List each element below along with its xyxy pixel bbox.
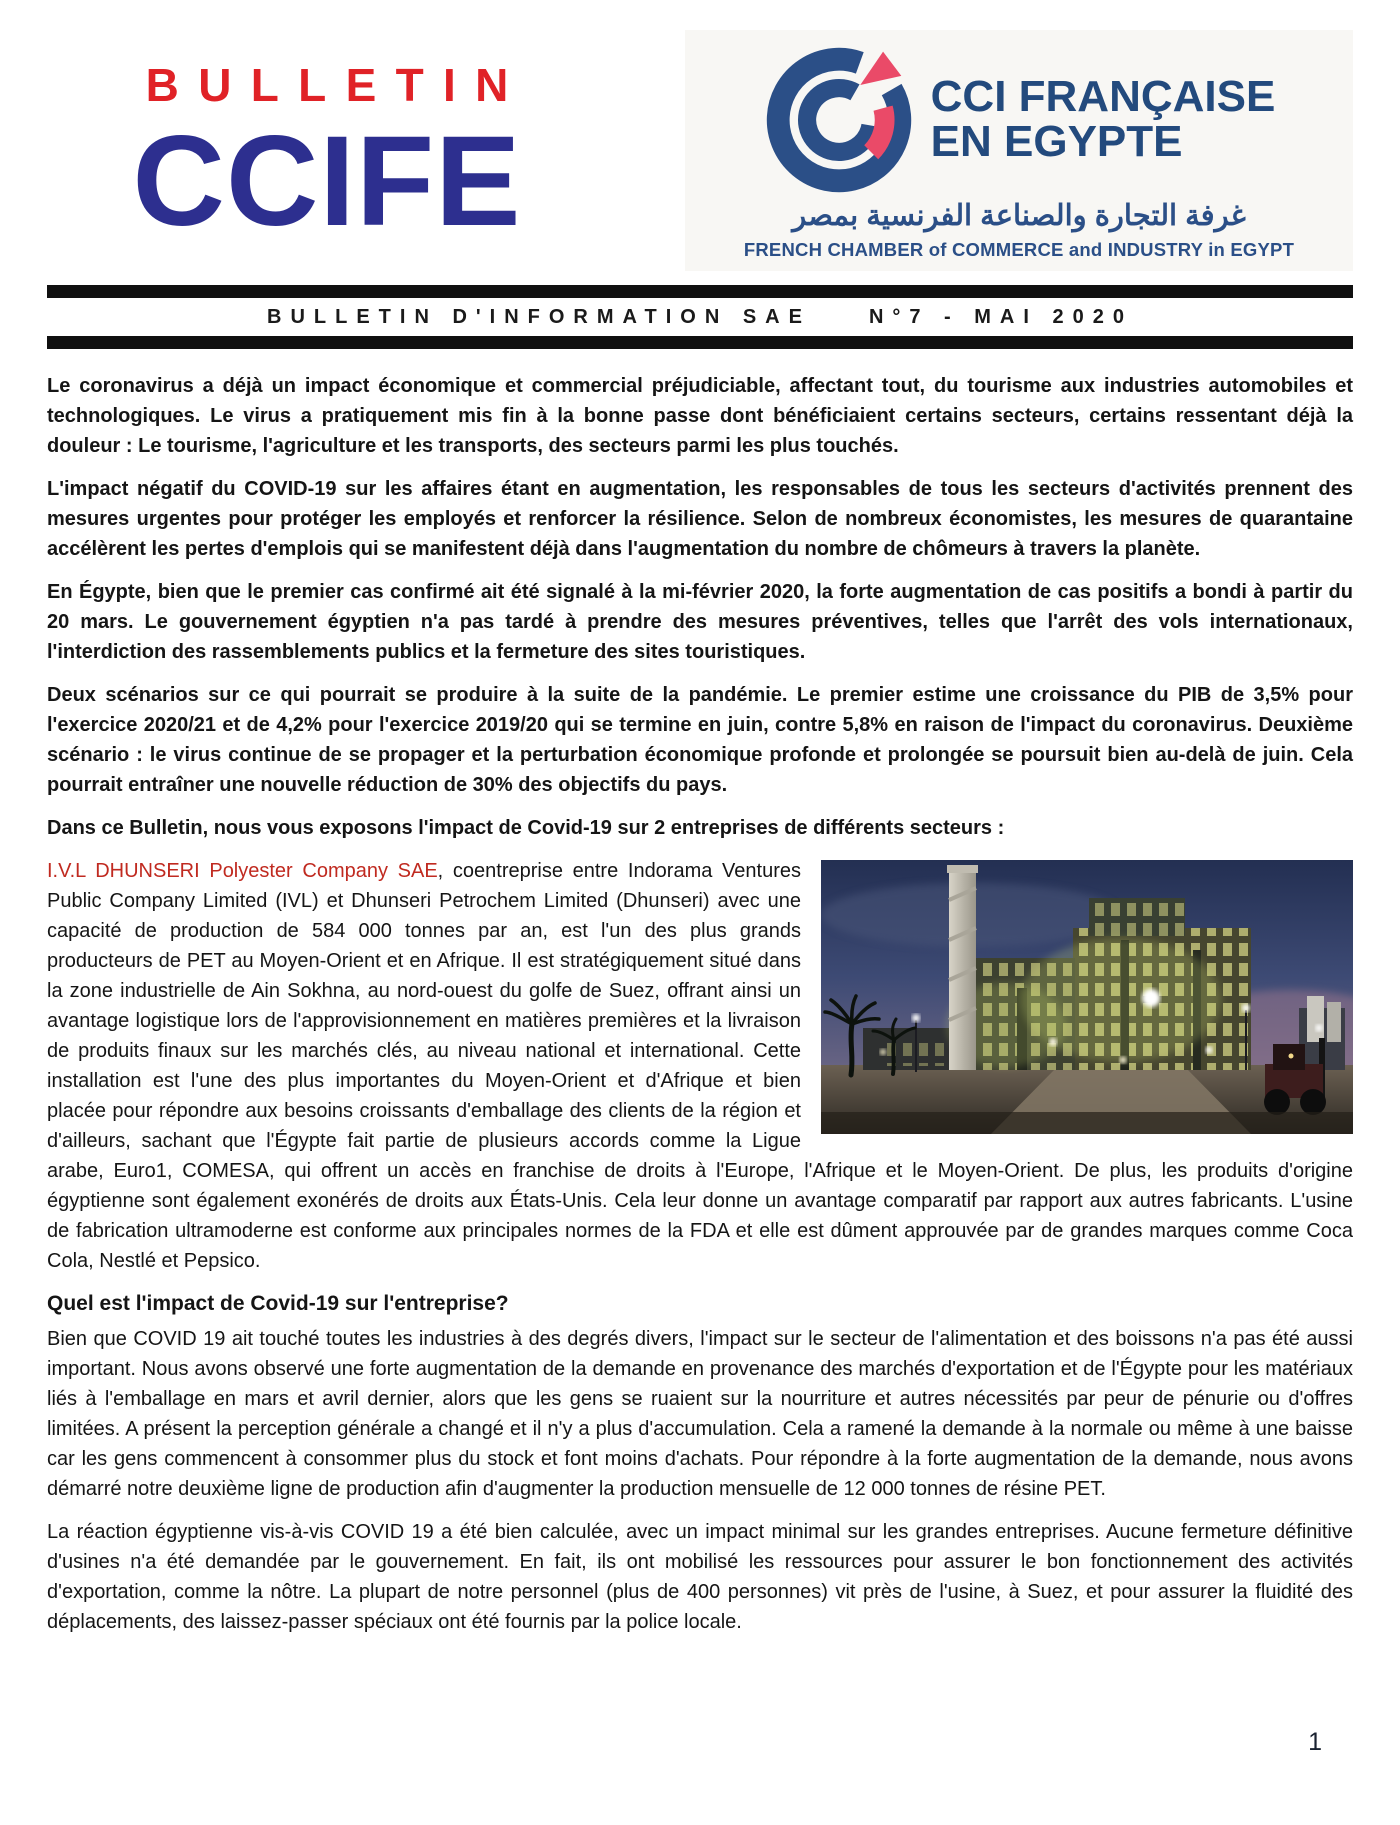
masthead (47, 30, 607, 271)
banner-title-left: BULLETIN D'INFORMATION SAE (267, 306, 811, 328)
banner-top-rule (47, 285, 1353, 298)
intro-paragraph-4: Deux scénarios sur ce qui pourrait se produire à la suite de la pandémie. Le premier estime une croissance du PIB de 3,5% pour l'exercice 2020/21 et de 4,2% pour l'exercice 2019/20 qui se termine en juin, contre 5,8% en raison de l'impact du coronavirus. Deuxième scénario : le virus continue de se propager et la perturbation économique profonde et prolongée se poursuit bien au-delà de juin. Cela pourrait entraîner une nouvelle réduction de 30% des objectifs du pays. (47, 684, 1353, 796)
impact-section-heading: Quel est l'impact de Covid-19 sur l'entreprise? (47, 1292, 509, 1315)
company-paragraph (47, 856, 1353, 1276)
cci-logo-wordmark (930, 72, 1276, 166)
factory-night-photo (821, 860, 1353, 1134)
masthead-bulletin-label: BULLETIN (145, 59, 528, 111)
article-body (47, 371, 1353, 1637)
masthead-ccife-title: CCIFE (132, 110, 522, 253)
banner-issue-number: N°7 - MAI 2020 (868, 306, 1133, 328)
bulletin-lead-in: Dans ce Bulletin, nous vous exposons l'impact de Covid-19 sur 2 entreprises de différents secteurs : (47, 817, 1005, 839)
cci-logo-arabic-line: غرفة التجارة والصناعة الفرنسية بمصر (792, 200, 1246, 232)
intro-paragraph-2: L'impact négatif du COVID-19 sur les affaires étant en augmentation, les responsables de tous les secteurs d'activités prennent des mesures urgentes pour protéger les employés et renforcer la résilience. Selon de nombreux économistes, les mesures de quarantaine accélèrent les pertes d'emplois qui se manifestent déjà dans l'augmentation du nombre de chômeurs à travers la planète. (47, 478, 1353, 560)
banner-bottom-rule (47, 336, 1353, 349)
intro-paragraph-3: En Égypte, bien que le premier cas confirmé ait été signalé à la mi-février 2020, la forte augmentation de cas positifs a bondi à partir du 20 mars. Le gouvernement égyptien n'a pas tardé à prendre des mesures préventives, telles que l'arrêt des vols internationaux, l'interdiction des rassemblements publics et la fermeture des sites touristiques. (47, 581, 1353, 663)
cci-logo-line2: EN EGYPTE (930, 117, 1183, 166)
intro-paragraph-1: Le coronavirus a déjà un impact économique et commercial préjudiciable, affectant tout, du tourisme aux industries automobiles et technologiques. Le virus a pratiquement mis fin à la bonne passe dont bénéficiaient certains secteurs, certains ressentant déjà la douleur : Le tourisme, l'agriculture et les transports, des secteurs parmi les plus touchés. (47, 375, 1353, 457)
impact-paragraph-1: Bien que COVID 19 ait touché toutes les industries à des degrés divers, l'impact sur le secteur de l'alimentation et des boissons n'a pas été aussi important. Nous avons observé une forte augmentation de la demande en provenance des marchés d'exportation et de l'Égypte pour les matériaux liés à l'emballage en mars et avril dernier, alors que les gens se ruaient sur la nourriture et autres nécessités par peur de pénurie ou d'offres limitées. A présent la perception générale a changé et il n'y a plus d'accumulation. Cela a ramené la demande à la normale ou même à une baisse car les gens commencent à consommer plus du stock et font moins d'achats. Pour répondre à la forte augmentation de la demande, nous avons démarré notre deuxième ligne de production afin d'augmenter la production mensuelle de 12 000 tonnes de résine PET. (47, 1328, 1353, 1500)
impact-paragraph-2: La réaction égyptienne vis-à-vis COVID 19 a été bien calculée, avec un impact minimal sur les grandes entreprises. Aucune fermeture définitive d'usines n'a été demandée par le gouvernement. En fait, ils ont mobilisé les ressources pour assurer le bon fonctionnement des activités d'exportation, comme la nôtre. La plupart de notre personnel (plus de 400 personnes) vit près de l'usine, à Suez, et pour assurer la fluidité des déplacements, des laissez-passer spéciaux ont été fournis par la police locale. (47, 1521, 1353, 1633)
cci-logo-mark-icon (763, 44, 915, 196)
cci-logo-line1: CCI FRANÇAISE (930, 72, 1276, 122)
page-number: 1 (1308, 1728, 1322, 1756)
banner-title-line (47, 298, 1353, 336)
company-description: , coentreprise entre Indorama Ventures Public Company Limited (IVL) et Dhunseri Petrochem Limited (Dhunseri) avec une capacité de production de 584 000 tonnes par an, est l'un des plus grands producteurs de PET au Moyen-Orient et en Afrique. Il est stratégiquement situé dans la zone industrielle de Ain Sokhna, au nord-ouest du golfe de Suez, offrant ainsi un avantage logistique lors de l'approvisionnement en matières premières et la livraison de produits finaux sur les marchés clés, au niveau national et international. Cette installation est l'une des plus importantes du Moyen-Orient et d'Afrique et bien placée pour répondre aux besoins croissants d'emballage des clients de la région et d'ailleurs, sachant que l'Égypte fait partie de plusieurs accords comme la Ligue arabe, Euro1, COMESA, qui offrent un accès en franchise de droits à l'Europe, l'Afrique et le Moyen-Orient. De plus, les produits d'origine égyptienne sont également exonérés de droits aux États-Unis. Cela leur donne un avantage comparatif par rapport aux autres fabricants. L'usine de fabrication ultramoderne est conforme aux principales normes de la FDA et elle est dûment approuvée par de grandes marques comme Coca Cola, Nestlé et Pepsico. (47, 860, 1353, 1272)
cci-logo-english-line: FRENCH CHAMBER of COMMERCE and INDUSTRY in EGYPT (743, 239, 1295, 260)
cci-logo-block (685, 30, 1353, 271)
issue-banner (47, 285, 1353, 349)
company-name: I.V.L DHUNSERI Polyester Company SAE (47, 860, 438, 882)
cci-logo-top-row (703, 44, 1335, 196)
page-header (47, 30, 1353, 271)
